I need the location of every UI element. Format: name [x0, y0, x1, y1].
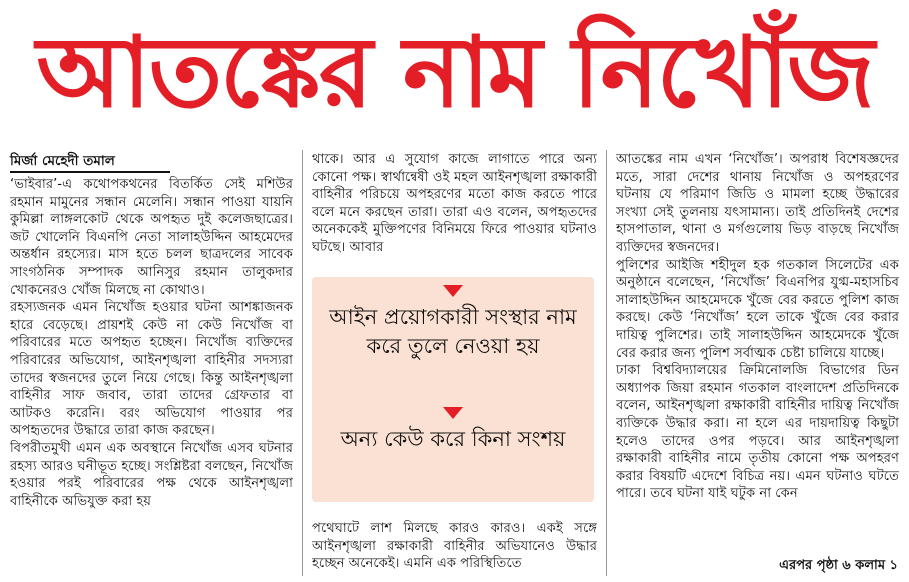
column-rule: [606, 150, 607, 576]
pull-quote-box: [312, 277, 594, 502]
article-column-2-bottom: [312, 520, 597, 576]
paragraph: আতঙ্কের নাম এখন ‘নিখোঁজ’। অপরাধ বিশেষজ্ঞদের মতে, সারা দেশের থানায় নিখোঁজ ও অপহরণের ঘটনায় যে পরিমাণ জিডি ও মামলা হচ্ছে উদ্ধারের সংখ্যা সেই তুলনায় যৎসামান্য। তাই প্রতিদিনই দেশের হাসপাতাল, থানা ও মর্গগুলোয় ভিড় বাড়ছে নিখোঁজ ব্যক্তিদের স্বজনদের।: [616, 152, 899, 255]
triangle-marker-icon: [443, 285, 463, 297]
paragraph: থাকে। আর এ সুযোগ কাজে লাগাতে পারে অন্য কোনো পক্ষ। স্বার্থান্বেষী ওই মহল আইনশৃঙ্খলা রক্ষাকারী বাহিনীর পরিচয়ে অপহরণের মতো কাজ করতে পারে বলে মনে করছেন তারা। তারা এও বলেন, অপহৃতদের অনেককেই মুক্তিপণের বিনিময়ে ফিরে পাওয়ার ঘটনাও ঘটছে। আবার: [312, 152, 597, 255]
article-column-1: [10, 176, 293, 576]
column-rule: [302, 150, 303, 576]
headline: আতঙ্কের নাম নিখোঁজ: [36, 16, 873, 130]
paragraph: রহস্যজনক এমন নিখোঁজ হওয়ার ঘটনা আশঙ্কাজনক হারে বেড়েছে। প্রায়শই কেউ না কেউ নিখোঁজ বা পরিবারের মতে অপহৃত হচ্ছেন। নিখোঁজ ব্যক্তিদের পরিবারের অভিযোগ, আইনশৃঙ্খলা বাহিনীর সদস্যরা তাদের স্বজনদের তুলে নিয়ে গেছে। কিন্তু আইনশৃঙ্খলা বাহিনীর সাফ জবাব, তারা তাদের গ্রেফতার বা আটকও করেনি। বরং অভিযোগ পাওয়ার পর অপহৃতদের উদ্ধারে তারা কাজ করছেন।: [10, 300, 293, 439]
paragraph: বিপরীতমুখী এমন এক অবস্থানে নিখোঁজ এসব ঘটনার রহস্য আরও ঘনীভূত হচ্ছে। সংশ্লিষ্টরা বলছেন, নিখোঁজ হওয়ার পরই পরিবারের পক্ষ থেকে আইনশৃঙ্খলা বাহিনীকে অভিযুক্ত করা হয়: [10, 440, 293, 509]
article-column-3: [616, 151, 899, 556]
paragraph: ঢাকা বিশ্ববিদ্যালয়ের ক্রিমিনোলজি বিভাগের ডিন অধ্যাপক জিয়া রহমান গতকাল বাংলাদেশ প্রতিদিনকে বলেন, আইনশৃঙ্খলা রক্ষাকারী বাহিনীর দায়িত্ব নিখোঁজ ব্যক্তিকে উদ্ধার করা। না হলে এর দায়দায়িত্ব কিছুটা হলেও তাদের ওপর পড়বে। আর আইনশৃঙ্খলা রক্ষাকারী বাহিনীর নামে তৃতীয় কোনো পক্ষ অপহরণ করার বিষয়টি এদেশে বিচিত্র নয়। এমন ঘটনাও ঘটতে পারে। তবে ঘটনা যাই ঘটুক না কেন: [616, 363, 899, 502]
byline: মির্জা মেহেদী তমাল: [10, 152, 170, 173]
paragraph: ‘ভাইবার’-এ কথোপকথনের বিতর্কিত সেই মশিউর রহমান মামুনের সন্ধান মেলেনি। সন্ধান পাওয়া যায়নি কুমিল্লা লাঙ্গলকোট থেকে অপহৃত দুই কলেজছাত্রের। জট খোলেনি বিএনপি নেতা সালাহউদ্দিন আহমেদের অন্তর্ধান রহস্যের। মাস হতে চলল ছাত্রদলের সাবেক সাংগঠনিক সম্পাদক আনিসুর রহমান তালুকদার খোকনেরও খোঁজ মিলছে না কোথাও।: [10, 177, 293, 298]
continued-on-note: এরপর পৃষ্ঠা ৬ কলাম ১: [779, 558, 898, 573]
paragraph: পথেঘাটে লাশ মিলছে কারও কারও। একই সঙ্গে আইনশৃঙ্খলা রক্ষাকারী বাহিনীর অভিযানেও উদ্ধার হচ্ছেন অনেকেই। এমনি এক পরিস্থিতিতে: [312, 521, 597, 572]
paragraph: পুলিশের আইজি শহীদুল হক গতকাল সিলেটের এক অনুষ্ঠানে বলেছেন, ‘নিখোঁজ’ বিএনপির যুগ্ম-মহাসচিব সালাহউদ্দিন আহমেদকে খুঁজে বের করতে পুলিশ কাজ করছে। কেউ ‘নিখোঁজ’ হলে তাকে খুঁজে বের করার দায়িত্ব পুলিশের। তাই সালাহউদ্দিন আহমেদকে খুঁজে বের করার জন্য পুলিশ সর্বাত্মক চেষ্টা চালিয়ে যাচ্ছে।: [616, 257, 899, 361]
triangle-marker-icon: [443, 407, 463, 419]
pull-quote-2: অন্য কেউ করে কিনা সংশয়: [340, 427, 566, 451]
article-column-2-top: [312, 151, 597, 273]
pull-quote-1: আইন প্রয়োগকারী সংস্থার নাম করে তুলে নেওয়া হয়: [329, 305, 577, 358]
